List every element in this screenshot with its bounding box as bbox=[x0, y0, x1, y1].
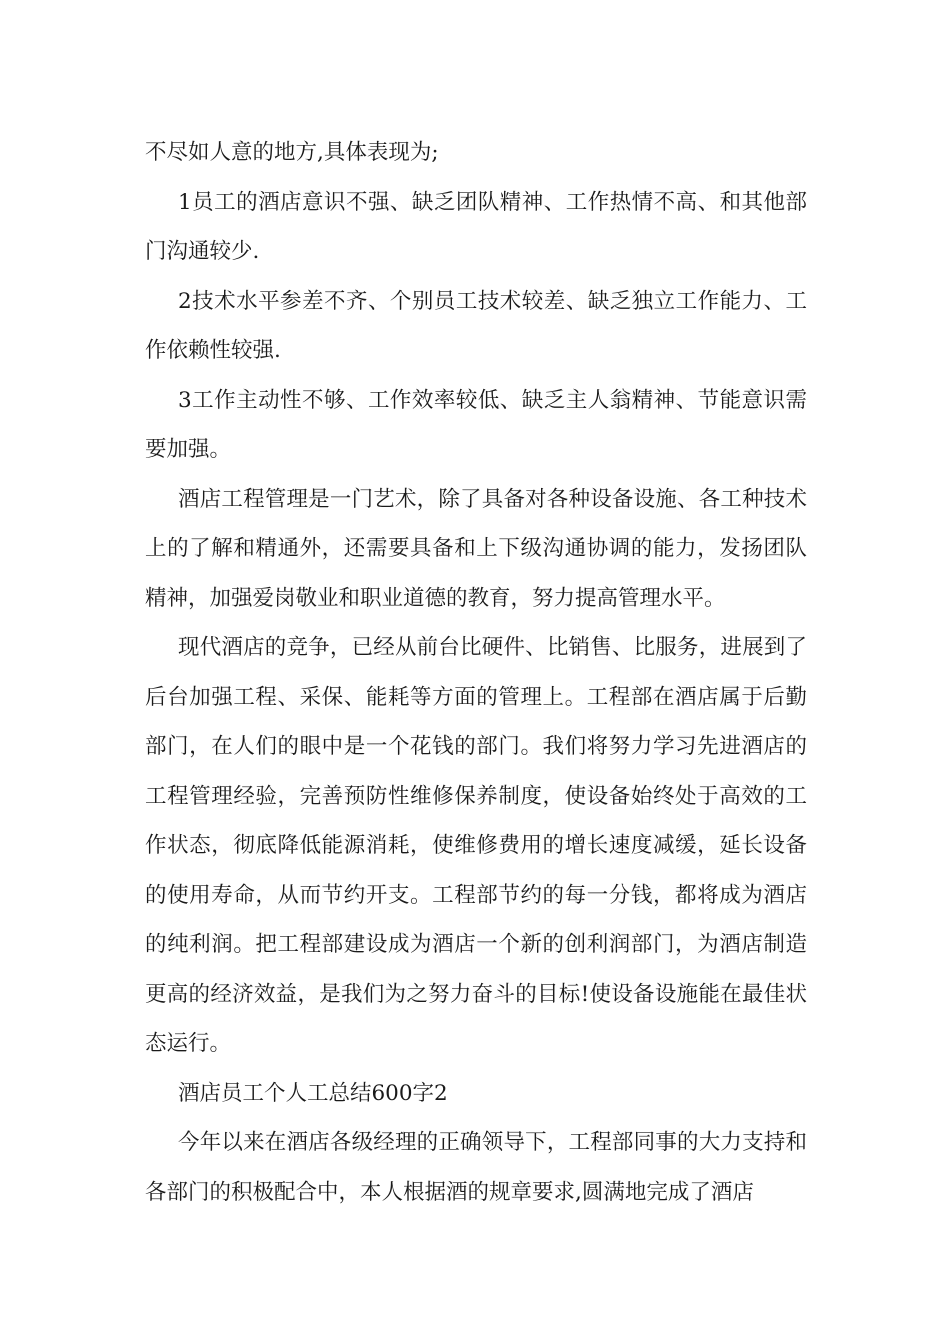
paragraph-summary-start: 今年以来在酒店各级经理的正确领导下，工程部同事的大力支持和各部门的积极配合中，本人根据酒的规章要求,圆满地完成了酒店 bbox=[145, 1130, 807, 1205]
paragraph-item-2: 2技术水平参差不齐、个别员工技术较差、缺乏独立工作能力、工作依赖性较强. bbox=[145, 288, 807, 363]
paragraph-competition: 现代酒店的竞争，已经从前台比硬件、比销售、比服务，进展到了后台加强工程、采保、能耗等方面的管理上。工程部在酒店属于后勤部门，在人们的眼中是一个花钱的部门。我们将努力学习先进酒店的工程管理经验，完善预防性维修保养制度，使设备始终处于高效的工作状态，彻底降低能源消耗，使维修费用的增长速度减缓，延长设备的使用寿命，从而节约开支。工程部节约的每一分钱，都将成为酒店的纯利润。把工程部建设成为酒店一个新的创利润部门，为酒店制造更高的经济效益，是我们为之努力奋斗的目标!使设备设施能在最佳状态运行。 bbox=[145, 635, 807, 1056]
document-page bbox=[145, 128, 807, 1217]
paragraph-intro: 不尽如人意的地方,具体表现为; bbox=[145, 140, 439, 165]
paragraph-management-art: 酒店工程管理是一门艺术，除了具备对各种设备设施、各工种技术上的了解和精通外，还需要具备和上下级沟通协调的能力，发扬团队精神，加强爱岗敬业和职业道德的教育，努力提高管理水平。 bbox=[145, 486, 807, 611]
paragraph-item-3: 3工作主动性不够、工作效率较低、缺乏主人翁精神、节能意识需要加强。 bbox=[145, 387, 807, 462]
section-heading: 酒店员工个人工总结600字2 bbox=[178, 1080, 448, 1106]
paragraph-item-1: 1员工的酒店意识不强、缺乏团队精神、工作热情不高、和其他部门沟通较少. bbox=[145, 189, 807, 264]
